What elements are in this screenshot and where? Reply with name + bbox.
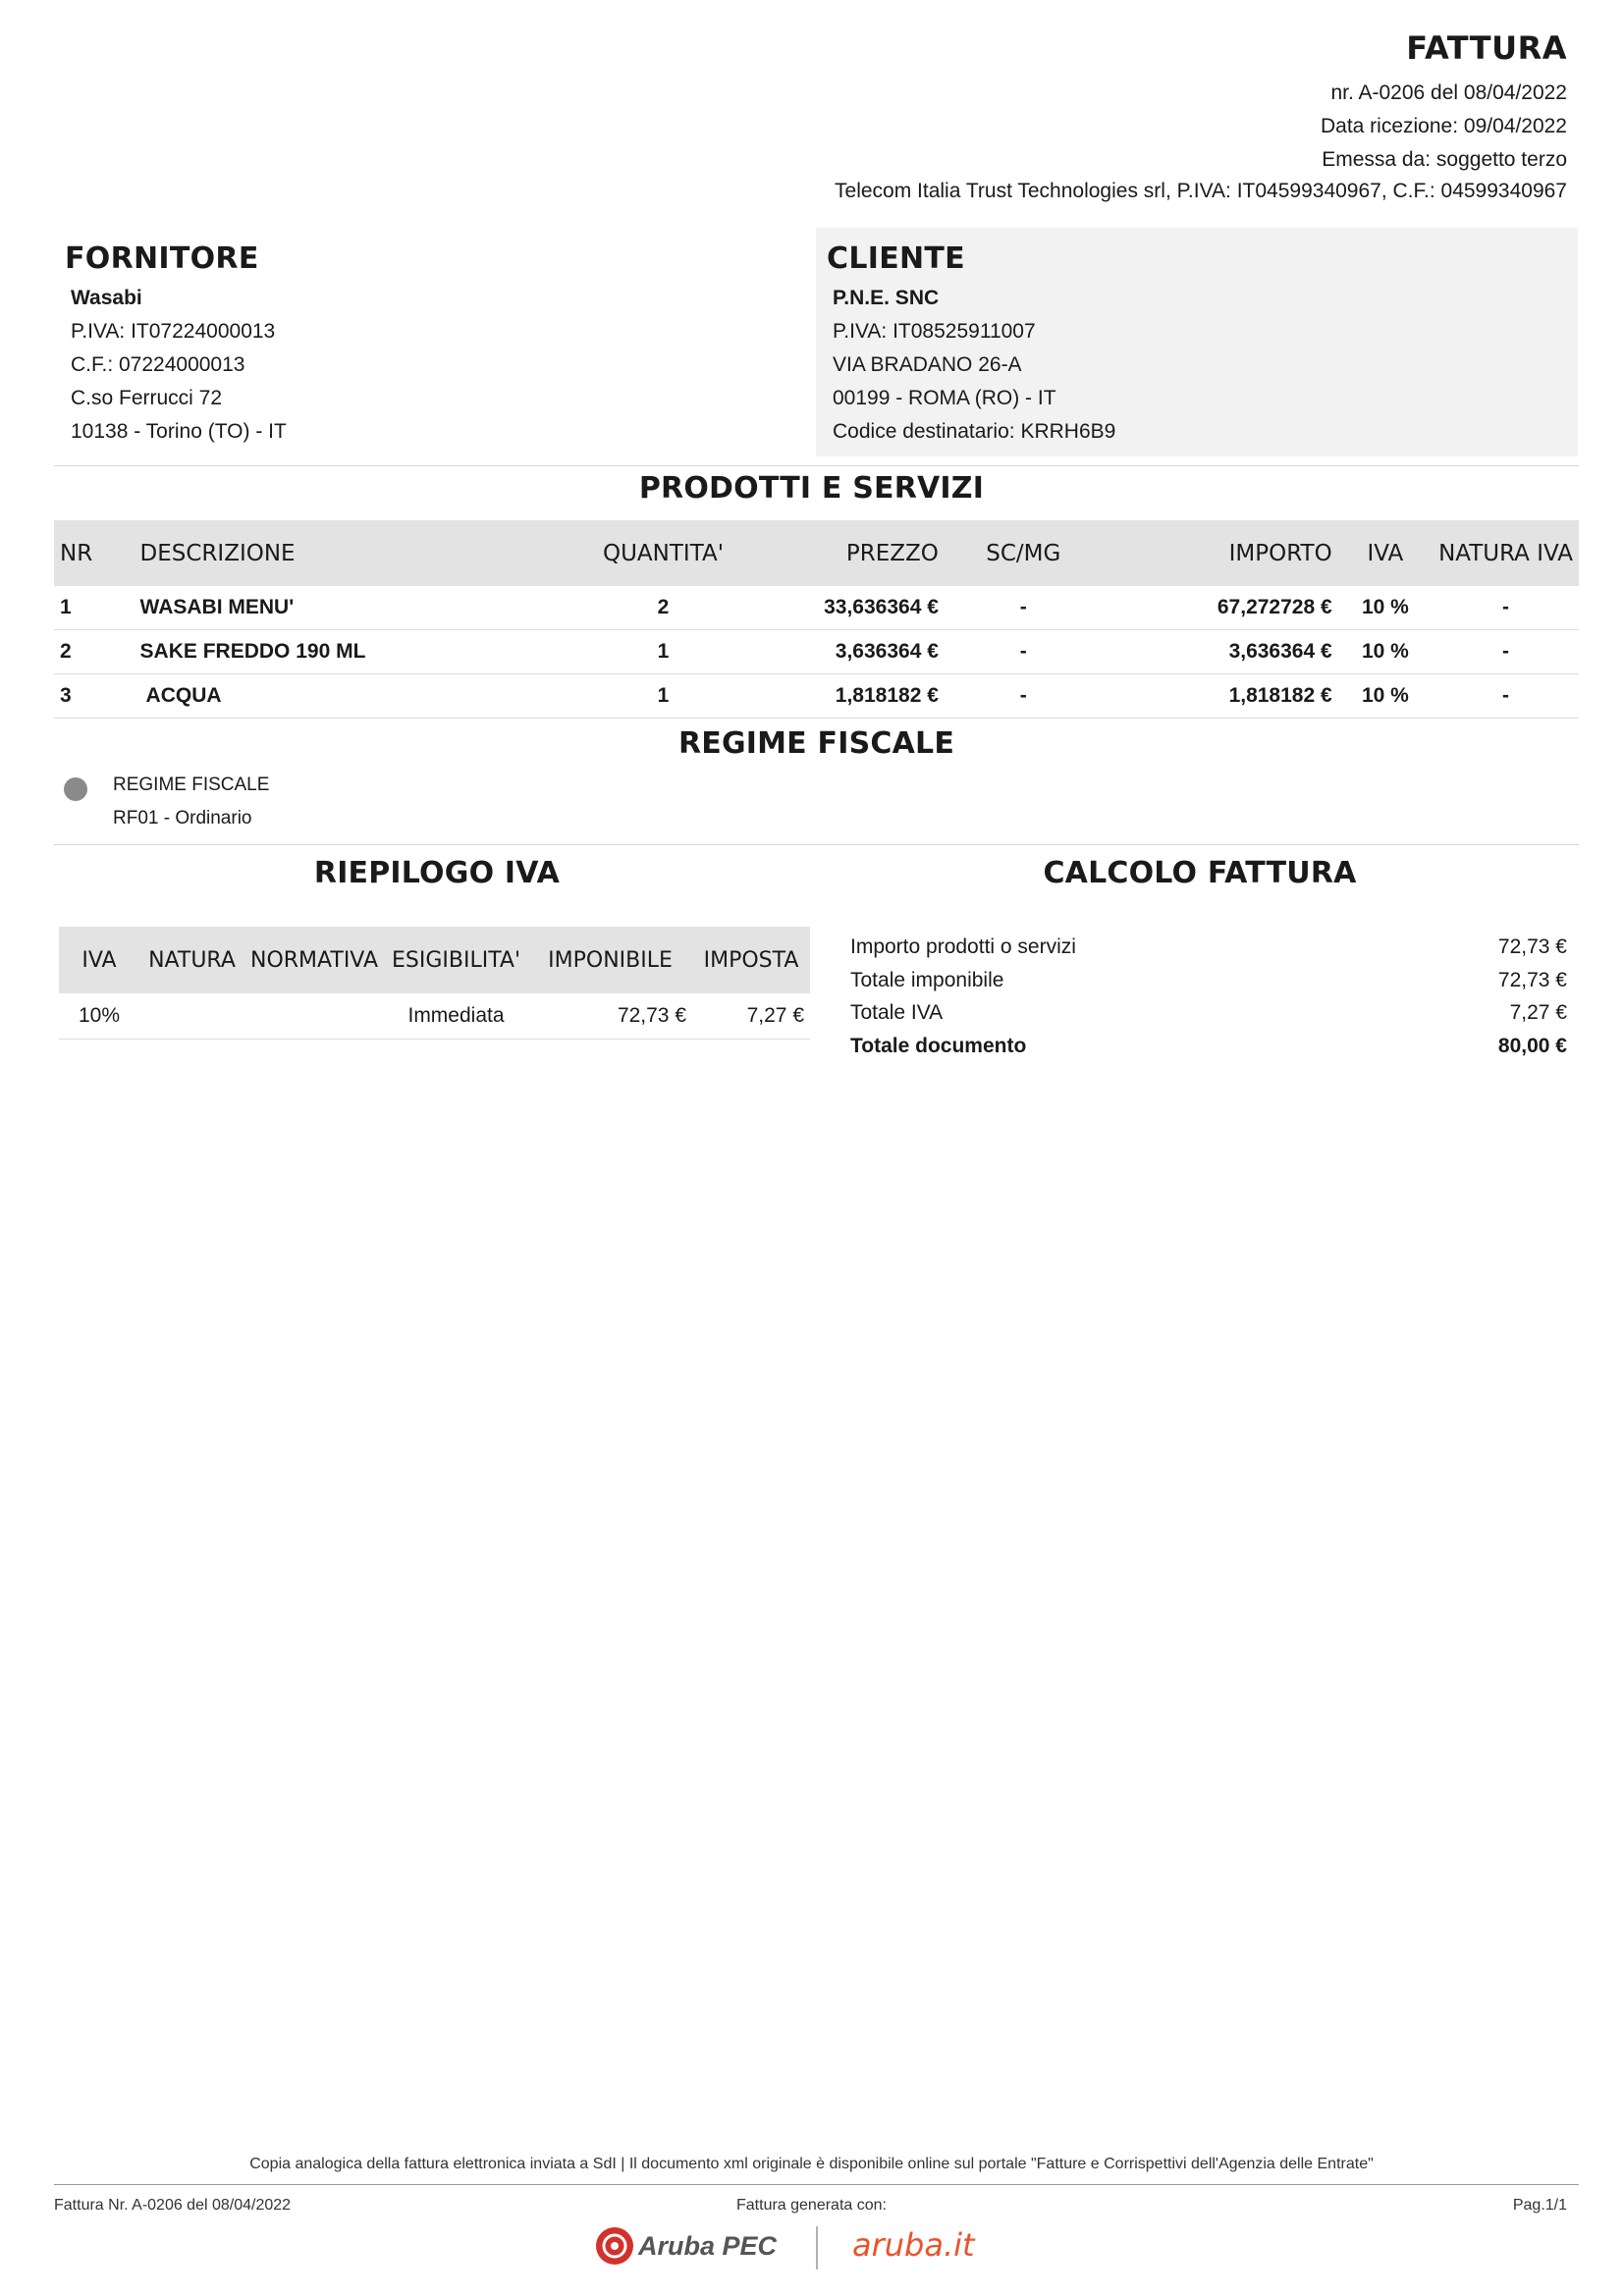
column-header: IVA bbox=[1338, 520, 1433, 586]
column-header: IMPORTO bbox=[1103, 520, 1338, 586]
invoice-calculation bbox=[850, 931, 1567, 1062]
divider bbox=[54, 465, 1579, 466]
footer-generated-with: Fattura generata con: bbox=[736, 2197, 887, 2214]
cell-amount: 3,636364 € bbox=[1103, 630, 1338, 674]
supplier-address: C.so Ferrucci 72 bbox=[71, 387, 223, 409]
cell-description: WASABI MENU' bbox=[125, 586, 594, 630]
customer-title: CLIENTE bbox=[827, 241, 965, 276]
calc-row bbox=[850, 996, 1567, 1030]
column-header: IMPONIBILE bbox=[528, 927, 692, 993]
cell-chargeability: Immediata bbox=[384, 993, 528, 1040]
products-title: PRODOTTI E SERVIZI bbox=[638, 471, 985, 506]
customer-city: 00199 - ROMA (RO) - IT bbox=[833, 387, 1056, 409]
column-header: IMPOSTA bbox=[692, 927, 810, 993]
aruba-logos bbox=[589, 2216, 1001, 2275]
calc-label: Totale IVA bbox=[850, 1001, 944, 1024]
invoice-calculation-title: CALCOLO FATTURA bbox=[1043, 856, 1357, 890]
supplier-section bbox=[56, 228, 816, 456]
column-header: IVA bbox=[59, 927, 139, 993]
footer-page-number: Pag.1/1 bbox=[1512, 2197, 1567, 2214]
cell-nature bbox=[139, 993, 244, 1040]
customer-vat: P.IVA: IT08525911007 bbox=[833, 320, 1036, 343]
supplier-tax-code: C.F.: 07224000013 bbox=[71, 353, 245, 376]
cell-vat: 10 % bbox=[1338, 630, 1433, 674]
cell-vat-nature: - bbox=[1433, 674, 1579, 719]
cell-price: 33,636364 € bbox=[732, 586, 944, 630]
table-row bbox=[54, 586, 1579, 630]
aruba-pec-wordmark: Aruba PEC bbox=[638, 2231, 778, 2261]
calc-value: 72,73 € bbox=[1497, 968, 1567, 991]
calc-row bbox=[850, 931, 1567, 964]
column-header: DESCRIZIONE bbox=[125, 520, 594, 586]
calc-total-value: 80,00 € bbox=[1497, 1034, 1567, 1057]
cell-nr: 1 bbox=[54, 586, 125, 630]
issued-by: Emessa da: soggetto terzo bbox=[1322, 148, 1567, 171]
customer-address: VIA BRADANO 26-A bbox=[833, 353, 1022, 376]
calc-total-row bbox=[850, 1030, 1567, 1063]
column-header: ESIGIBILITA' bbox=[384, 927, 528, 993]
column-header: NATURA IVA bbox=[1433, 520, 1579, 586]
cell-vat-rate: 10% bbox=[59, 993, 139, 1040]
column-header: QUANTITA' bbox=[594, 520, 733, 586]
cell-quantity: 1 bbox=[594, 674, 733, 719]
column-header: SC/MG bbox=[945, 520, 1103, 586]
calc-row bbox=[850, 964, 1567, 997]
cell-taxable: 72,73 € bbox=[528, 993, 692, 1040]
calc-total-label: Totale documento bbox=[850, 1034, 1027, 1057]
cell-price: 3,636364 € bbox=[732, 630, 944, 674]
customer-recipient-code: Codice destinatario: KRRH6B9 bbox=[833, 420, 1116, 443]
cell-price: 1,818182 € bbox=[732, 674, 944, 719]
customer-section bbox=[816, 228, 1578, 456]
cell-vat: 10 % bbox=[1338, 674, 1433, 719]
tax-regime-label: REGIME FISCALE bbox=[113, 774, 270, 795]
footer-divider bbox=[54, 2184, 1579, 2185]
cell-amount: 1,818182 € bbox=[1103, 674, 1338, 719]
footer-note: Copia analogica della fattura elettronica inviata a SdI | Il documento xml originale è disponibile online sul portale "Fatture e Corrispettivi dell'Agenzia delle Entrate" bbox=[249, 2156, 1374, 2172]
vat-summary-table bbox=[59, 927, 810, 1040]
table-row bbox=[59, 993, 810, 1040]
supplier-title: FORNITORE bbox=[65, 241, 259, 276]
column-header: NORMATIVA bbox=[244, 927, 384, 993]
calc-value: 72,73 € bbox=[1497, 935, 1567, 958]
column-header: NATURA bbox=[139, 927, 244, 993]
cell-nr: 2 bbox=[54, 630, 125, 674]
table-row bbox=[54, 630, 1579, 674]
cell-quantity: 1 bbox=[594, 630, 733, 674]
supplier-city: 10138 - Torino (TO) - IT bbox=[71, 420, 287, 443]
calc-label: Importo prodotti o servizi bbox=[850, 935, 1076, 958]
invoice-number: nr. A-0206 del 08/04/2022 bbox=[1330, 81, 1567, 104]
customer-name: P.N.E. SNC bbox=[833, 287, 940, 309]
column-header: NR bbox=[54, 520, 125, 586]
document-title: FATTURA bbox=[1406, 29, 1567, 67]
table-row bbox=[54, 674, 1579, 719]
tax-regime-value: RF01 - Ordinario bbox=[113, 808, 252, 828]
cell-description: SAKE FREDDO 190 ML bbox=[125, 630, 594, 674]
supplier-name: Wasabi bbox=[71, 287, 142, 309]
products-header-row bbox=[54, 520, 1579, 586]
cell-quantity: 2 bbox=[594, 586, 733, 630]
cell-nr: 3 bbox=[54, 674, 125, 719]
invoice-header bbox=[821, 29, 1567, 203]
footer-logos bbox=[589, 2216, 1001, 2275]
cell-discount: - bbox=[945, 586, 1103, 630]
aruba-it-wordmark: aruba.it bbox=[852, 2226, 975, 2264]
products-table bbox=[54, 520, 1579, 719]
cell-amount: 67,272728 € bbox=[1103, 586, 1338, 630]
footer-invoice-ref: Fattura Nr. A-0206 del 08/04/2022 bbox=[54, 2197, 292, 2214]
vat-summary-title: RIEPILOGO IVA bbox=[313, 856, 561, 890]
cell-vat: 10 % bbox=[1338, 586, 1433, 630]
column-header: PREZZO bbox=[732, 520, 944, 586]
vat-summary-header-row bbox=[59, 927, 810, 993]
bullet-icon bbox=[64, 777, 87, 801]
cell-regulation bbox=[244, 993, 384, 1040]
aruba-it-logo bbox=[852, 2226, 976, 2264]
cell-discount: - bbox=[945, 674, 1103, 719]
cell-discount: - bbox=[945, 630, 1103, 674]
cell-description: ACQUA bbox=[125, 674, 594, 719]
cell-vat-nature: - bbox=[1433, 630, 1579, 674]
supplier-vat: P.IVA: IT07224000013 bbox=[71, 320, 276, 343]
aruba-pec-logo bbox=[596, 2227, 778, 2265]
calc-label: Totale imponibile bbox=[850, 968, 1004, 991]
cell-tax: 7,27 € bbox=[692, 993, 810, 1040]
cell-vat-nature: - bbox=[1433, 586, 1579, 630]
received-date: Data ricezione: 09/04/2022 bbox=[1320, 115, 1567, 137]
divider bbox=[54, 844, 1579, 845]
calc-value: 7,27 € bbox=[1509, 1001, 1567, 1024]
issuer-info: Telecom Italia Trust Technologies srl, P.IVA: IT04599340967, C.F.: 04599340967 bbox=[835, 180, 1567, 202]
tax-regime-title: REGIME FISCALE bbox=[677, 726, 955, 761]
